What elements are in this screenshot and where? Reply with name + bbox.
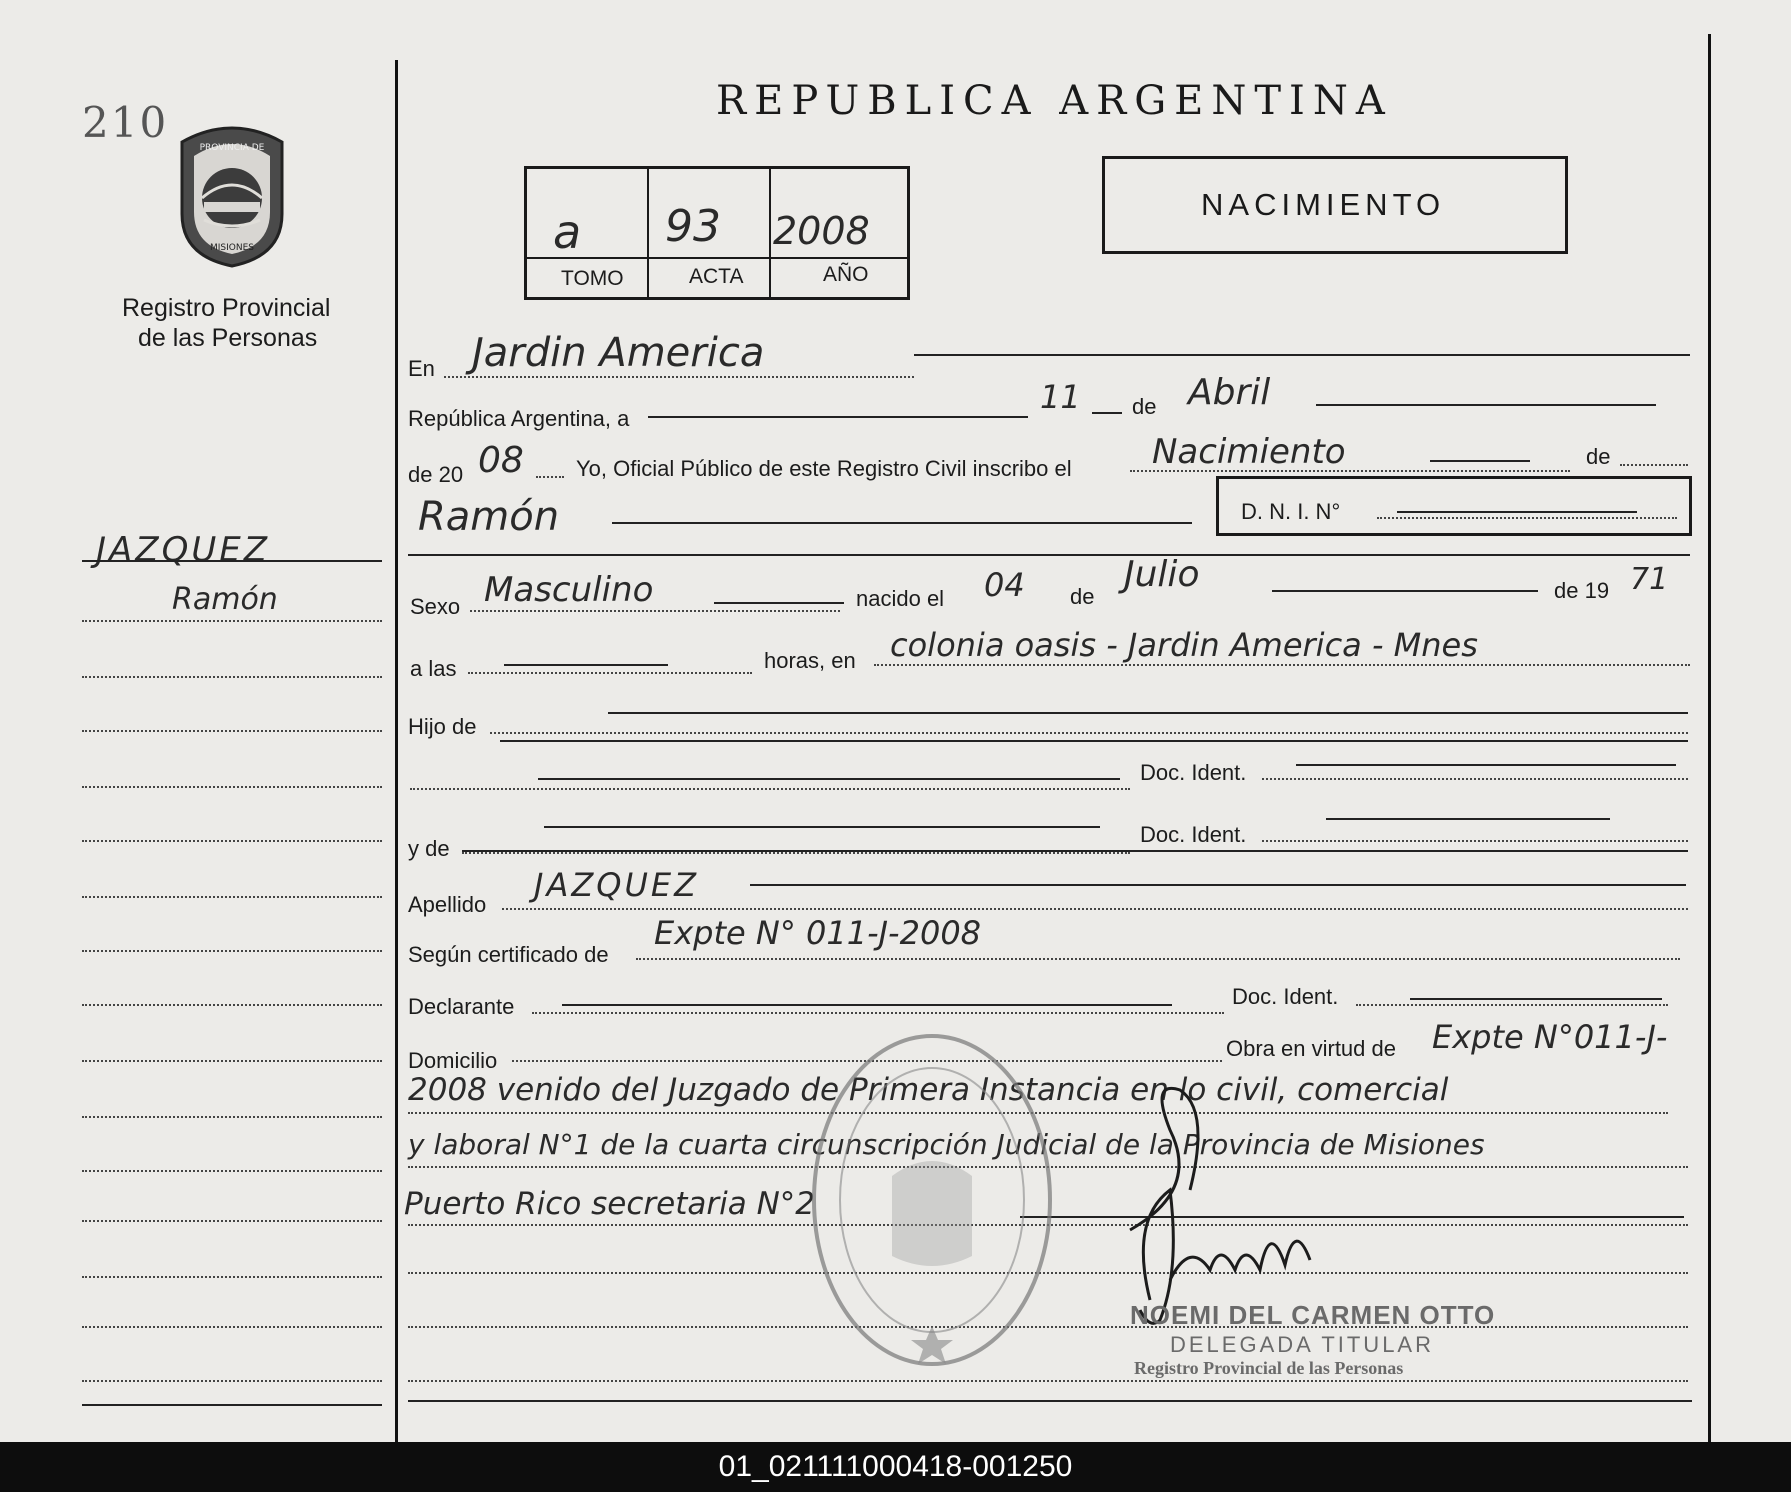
en-label: En [408,356,435,381]
official-stamp [804,1026,1060,1374]
margin-note-name: Ramón [172,582,278,617]
certificado-label: Según certificado de [408,942,609,967]
tomo-value: a [553,205,582,259]
acta-value: 93 [665,201,721,252]
right-border [1708,34,1711,1442]
record-type-box [1102,156,1568,254]
observation-line-2: y laboral N°1 de la cuarta circunscripción Judicial de la Provincia de Misiones [408,1128,1485,1161]
de-label-2: de [1586,444,1611,469]
dni-box [1216,476,1692,536]
surname-value: JAZQUEZ [534,866,699,904]
page-number: 210 [82,98,169,147]
sexo-label: Sexo [410,594,461,619]
birth-month-value: Julio [1124,554,1200,595]
de20-label: de 20 [408,462,464,487]
margin-dotted-line [82,620,382,622]
horas-label: horas, en [764,648,856,673]
margin-dotted-line [82,676,382,678]
certificate-value: Expte N° 011-J-2008 [654,914,982,952]
margin-dotted-line [82,1380,382,1382]
registry-name-line2: de las Personas [138,324,318,352]
dni-label: D. N. I. N° [1241,499,1341,524]
year-suffix-value: 08 [478,440,524,481]
margin-dotted-line [82,1116,382,1118]
sex-value: Masculino [484,570,654,610]
margin-dotted-line [82,1004,382,1006]
country-title: REPUBLICA ARGENTINA [716,78,1393,124]
obra-label: Obra en virtud de [1226,1036,1396,1061]
margin-dotted-line [82,1326,382,1328]
margin-dotted-line [82,896,382,898]
tomo-label: TOMO [561,267,624,290]
margin-dotted-line [82,730,382,732]
margin-note-surname: JAZQUEZ [96,530,270,570]
hijo-label: Hijo de [408,714,477,739]
yde-label: y de [408,836,450,861]
oficial-label: Yo, Oficial Público de este Registro Civil inscribo el [576,456,1072,481]
name-value: Ramón [418,494,560,540]
observation-line-3: Puerto Rico secretaria N°2 [404,1186,816,1222]
anio-value: 2008 [773,209,870,253]
doc-ident-label-2: Doc. Ident. [1140,822,1247,847]
image-id-footer: 01_021111000418-001250 [0,1442,1791,1492]
margin-rule [82,560,382,562]
signer-office: Registro Provincial de las Personas [1134,1358,1404,1378]
doc-ident-label-3: Doc. Ident. [1232,984,1339,1009]
de-label-1: de [1132,394,1157,419]
margin-dotted-line [82,1170,382,1172]
acta-label: ACTA [689,265,744,288]
nacido-label: nacido el [856,586,945,611]
record-number-table [524,166,910,300]
declarante-label: Declarante [408,994,515,1019]
anio-label: AÑO [823,263,869,286]
observation-line-1: 2008 venido del Juzgado de Primera Instancia en lo civil, comercial [408,1072,1449,1108]
record-type: NACIMIENTO [1201,187,1446,222]
seal-text-top: PROVINCIA DE [199,143,265,153]
registry-name-line1: Registro Provincial [122,294,331,322]
domicilio-label: Domicilio [408,1048,498,1073]
month-value: Abril [1188,372,1271,413]
birth-year-value: 71 [1630,562,1669,597]
column-divider [395,60,398,1442]
inscription-type-value: Nacimiento [1152,432,1346,472]
margin-bottom-rule [82,1404,382,1406]
day-value: 11 [1040,378,1081,416]
provincial-seal [168,122,296,268]
margin-dotted-line [82,950,382,952]
birth-day-value: 04 [984,566,1025,604]
de-label-3: de [1070,584,1095,609]
apellido-label: Apellido [408,892,487,917]
margin-dotted-line [82,1060,382,1062]
signer-title: DELEGADA TITULAR [1170,1332,1434,1357]
birth-place-value: colonia oasis - Jardin America - Mnes [890,626,1478,664]
de19-label: de 19 [1554,578,1610,603]
margin-dotted-line [82,1220,382,1222]
obra-value: Expte N°011-J- [1432,1018,1668,1056]
republica-label: República Argentina, a [408,406,630,431]
signer-name: NOEMI DEL CARMEN OTTO [1130,1300,1496,1330]
alas-label: a las [410,656,457,681]
margin-dotted-line [82,1276,382,1278]
place-value: Jardin America [472,330,765,376]
seal-text-bottom: MISIONES [209,243,255,253]
doc-ident-label-1: Doc. Ident. [1140,760,1247,785]
margin-dotted-line [82,786,382,788]
margin-dotted-line [82,840,382,842]
